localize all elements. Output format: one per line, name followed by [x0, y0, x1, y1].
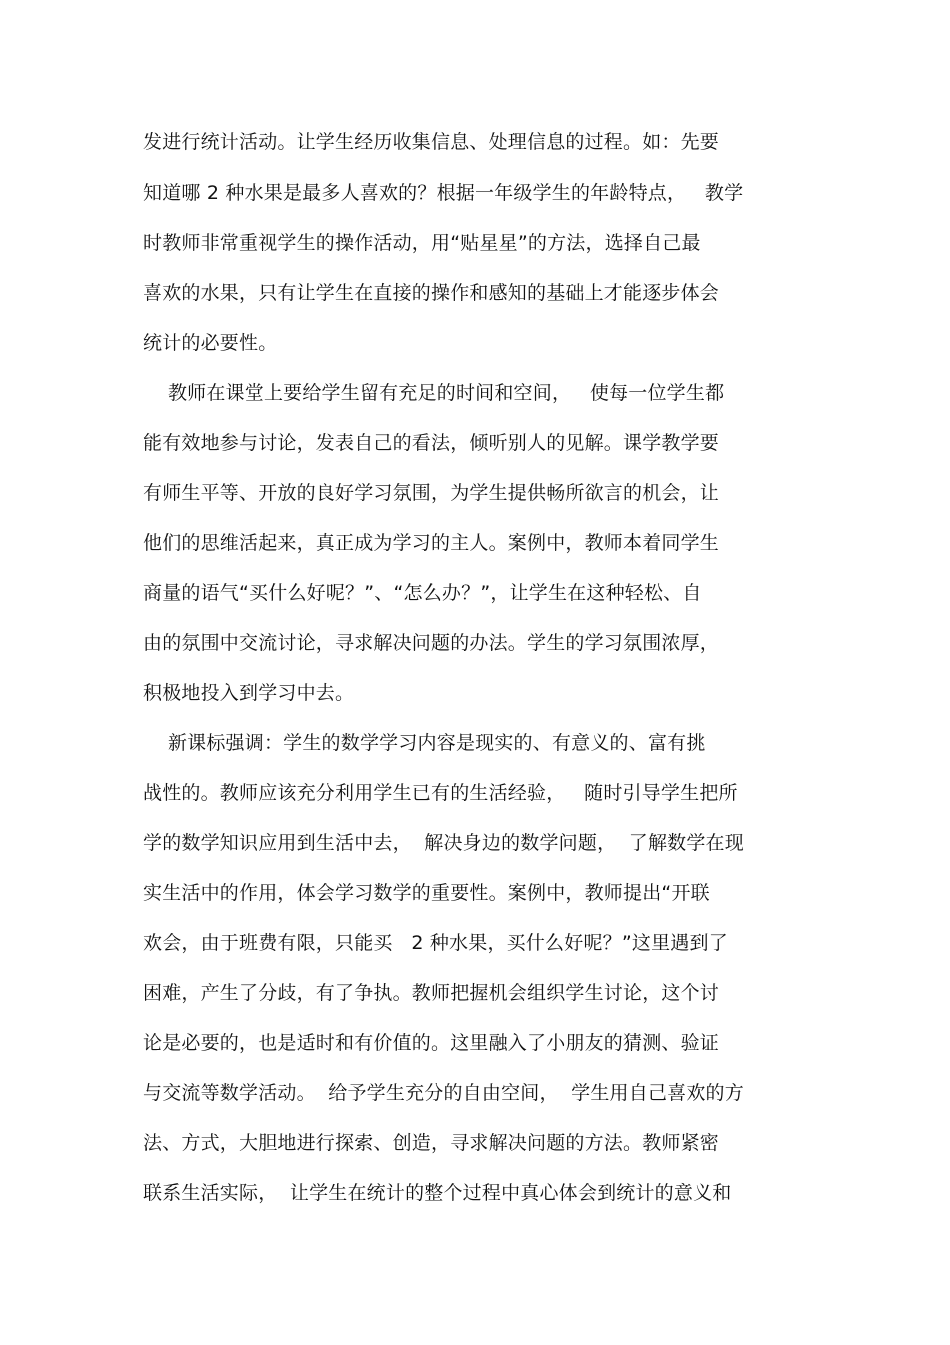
text-line: 能有效地参与讨论，发表自己的看法，倾听别人的见解。课学教学要: [143, 432, 720, 454]
text-line: 法、方式，大胆地进行探索、创造，寻求解决问题的方法。教师紧密: [143, 1132, 720, 1154]
text-line: 统计的必要性。: [143, 332, 278, 354]
text-line: 由的氛围中交流讨论，寻求解决问题的办法。学生的学习氛围浓厚，: [143, 632, 720, 654]
text-line: 教师在课堂上要给学生留有充足的时间和空间， 使每一位学生都: [143, 382, 725, 404]
text-line: 积极地投入到学习中去。: [143, 682, 355, 704]
text-line: 学的数学知识应用到生活中去， 解决身边的数学问题， 了解数学在现: [143, 832, 744, 854]
text-line: 知道哪 2 种水果是最多人喜欢的？根据一年级学生的年龄特点， 教学: [143, 182, 744, 204]
text-line: 新课标强调：学生的数学学习内容是现实的、有意义的、富有挑: [143, 732, 706, 754]
text-line: 困难，产生了分歧，有了争执。教师把握机会组织学生讨论，这个讨: [143, 982, 720, 1004]
text-line: 欢会，由于班费有限，只能买 2 种水果，买什么好呢？”这里遇到了: [143, 932, 728, 954]
text-line: 战性的。教师应该充分利用学生已有的生活经验， 随时引导学生把所: [143, 782, 738, 804]
text-line: 时教师非常重视学生的操作活动，用“贴星星”的方法，选择自己最: [143, 232, 701, 254]
text-line: 联系生活实际， 让学生在统计的整个过程中真心体会到统计的意义和: [143, 1182, 732, 1204]
text-line: 商量的语气“买什么好呢？”、“怎么办？”，让学生在这种轻松、自: [143, 582, 702, 604]
text-line: 发进行统计活动。让学生经历收集信息、处理信息的过程。如：先要: [143, 131, 720, 153]
text-line: 实生活中的作用，体会学习数学的重要性。案例中，教师提出“开联: [143, 882, 710, 904]
text-line: 有师生平等、开放的良好学习氛围，为学生提供畅所欲言的机会，让: [143, 482, 720, 504]
text-line: 与交流等数学活动。 给予学生充分的自由空间， 学生用自己喜欢的方: [143, 1082, 744, 1104]
text-line: 论是必要的，也是适时和有价值的。这里融入了小朋友的猜测、验证: [143, 1032, 720, 1054]
text-line: 喜欢的水果，只有让学生在直接的操作和感知的基础上才能逐步体会: [143, 282, 720, 304]
text-line: 他们的思维活起来，真正成为学习的主人。案例中，教师本着同学生: [143, 532, 720, 554]
